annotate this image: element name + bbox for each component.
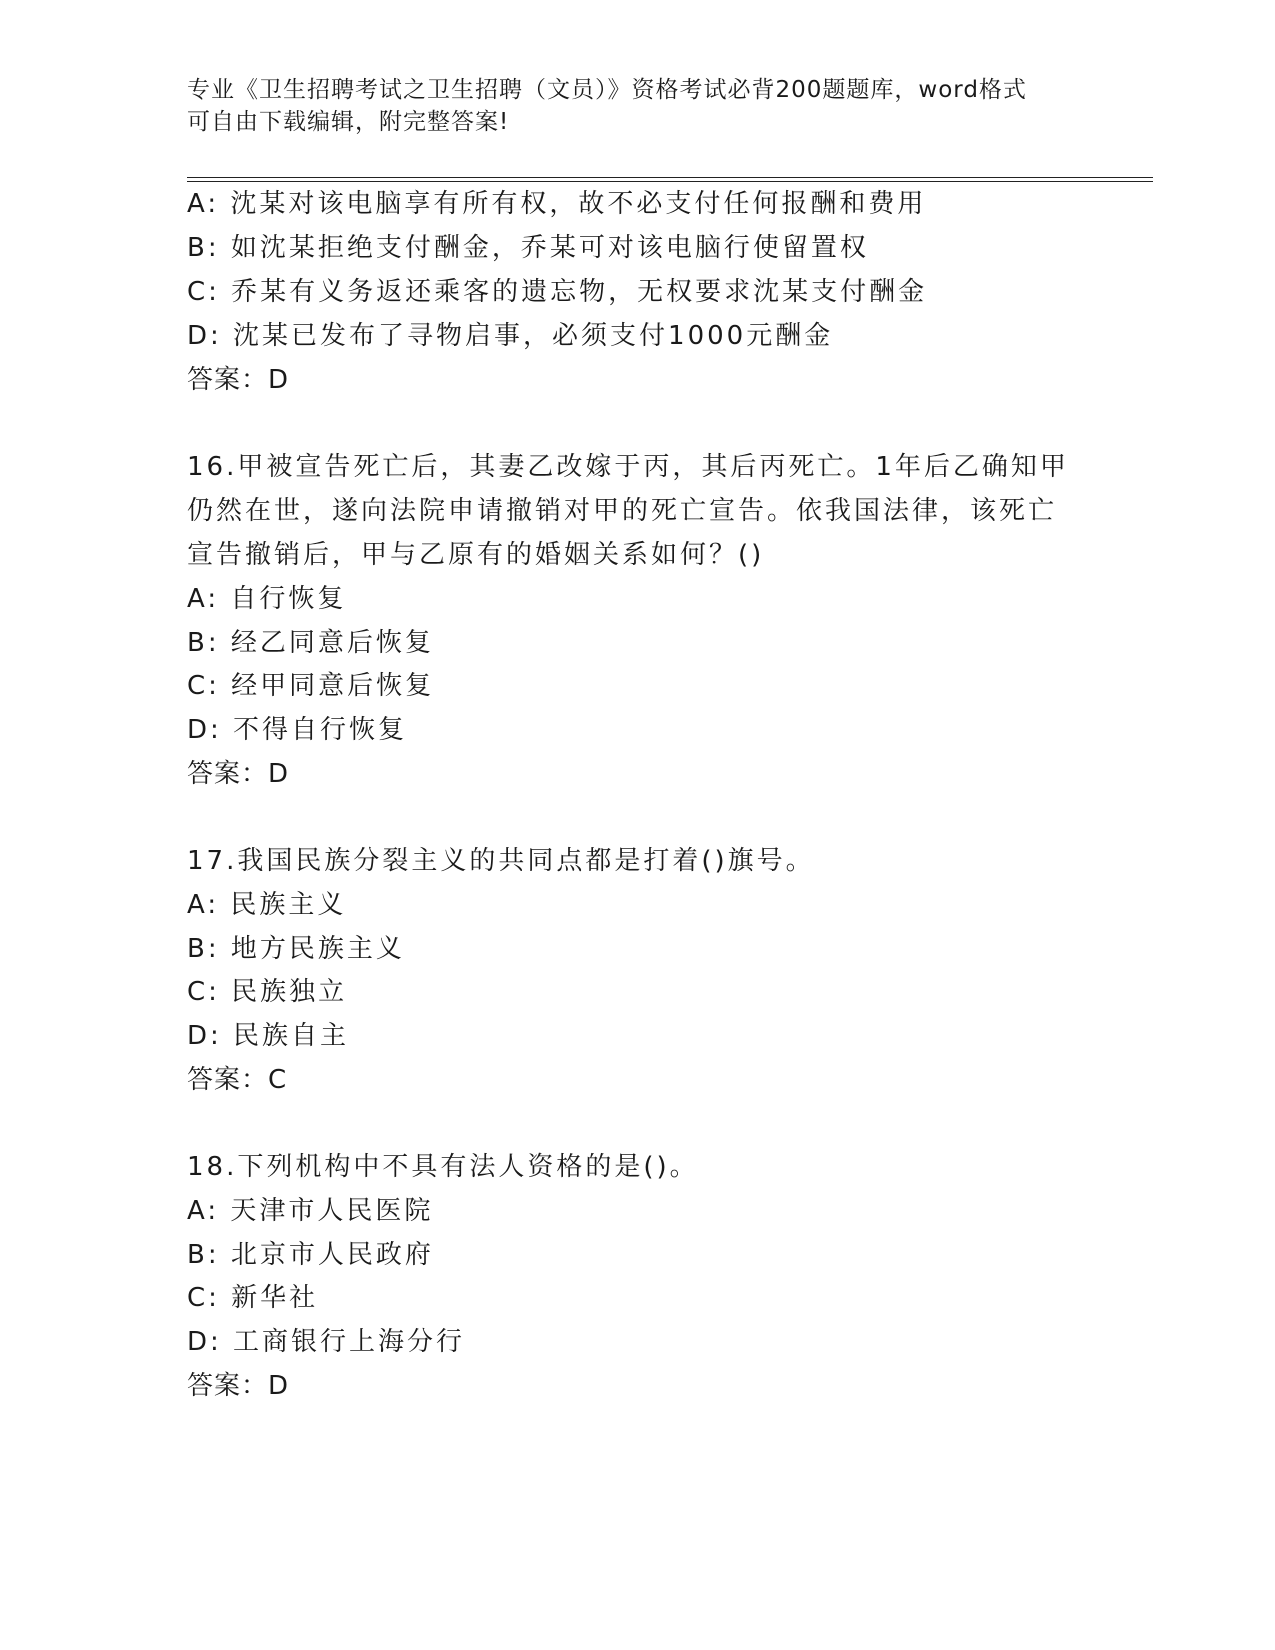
q15-option-d: D: 沈某已发布了寻物启事，必须支付1000元酬金: [187, 321, 834, 351]
q16-stem-line-2: 仍然在世，遂向法院申请撤销对甲的死亡宣告。依我国法律，该死亡: [187, 496, 1058, 526]
header-title-line-1: 专业《卫生招聘考试之卫生招聘（文员）》资格考试必背200题题库，word格式: [187, 77, 1027, 103]
q17-answer: 答案：C: [187, 1065, 288, 1095]
q18-stem: 18.下列机构中不具有法人资格的是()。: [187, 1152, 699, 1182]
q15-option-c: C: 乔某有义务返还乘客的遗忘物，无权要求沈某支付酬金: [187, 277, 928, 307]
header-divider: [187, 177, 1153, 182]
q16-option-a: A: 自行恢复: [187, 584, 347, 614]
q17-option-a: A: 民族主义: [187, 890, 347, 920]
document-header: [187, 74, 1087, 138]
q18-option-b: B: 北京市人民政府: [187, 1240, 434, 1270]
q15-option-a: A: 沈某对该电脑享有所有权，故不必支付任何报酬和费用: [187, 189, 927, 219]
q17-option-c: C: 民族独立: [187, 977, 348, 1007]
q16-option-c: C: 经甲同意后恢复: [187, 671, 435, 701]
header-title-line-2: 可自由下载编辑，附完整答案!: [187, 109, 510, 135]
q18-answer: 答案：D: [187, 1371, 290, 1401]
q17-option-b: B: 地方民族主义: [187, 934, 405, 964]
q18-option-d: D: 工商银行上海分行: [187, 1327, 466, 1357]
q16-stem-line-3: 宣告撤销后，甲与乙原有的婚姻关系如何？(): [187, 540, 765, 570]
q18-option-a: A: 天津市人民医院: [187, 1196, 434, 1226]
q16-option-d: D: 不得自行恢复: [187, 715, 408, 745]
q16-option-b: B: 经乙同意后恢复: [187, 628, 434, 658]
q17-stem: 17.我国民族分裂主义的共同点都是打着()旗号。: [187, 846, 815, 876]
q15-answer: 答案：D: [187, 365, 290, 395]
q18-option-c: C: 新华社: [187, 1283, 319, 1313]
q16-stem-line-1: 16.甲被宣告死亡后，其妻乙改嫁于丙，其后丙死亡。1年后乙确知甲: [187, 452, 1069, 482]
q15-option-b: B: 如沈某拒绝支付酬金，乔某可对该电脑行使留置权: [187, 233, 869, 263]
q17-option-d: D: 民族自主: [187, 1021, 350, 1051]
q16-answer: 答案：D: [187, 759, 290, 789]
